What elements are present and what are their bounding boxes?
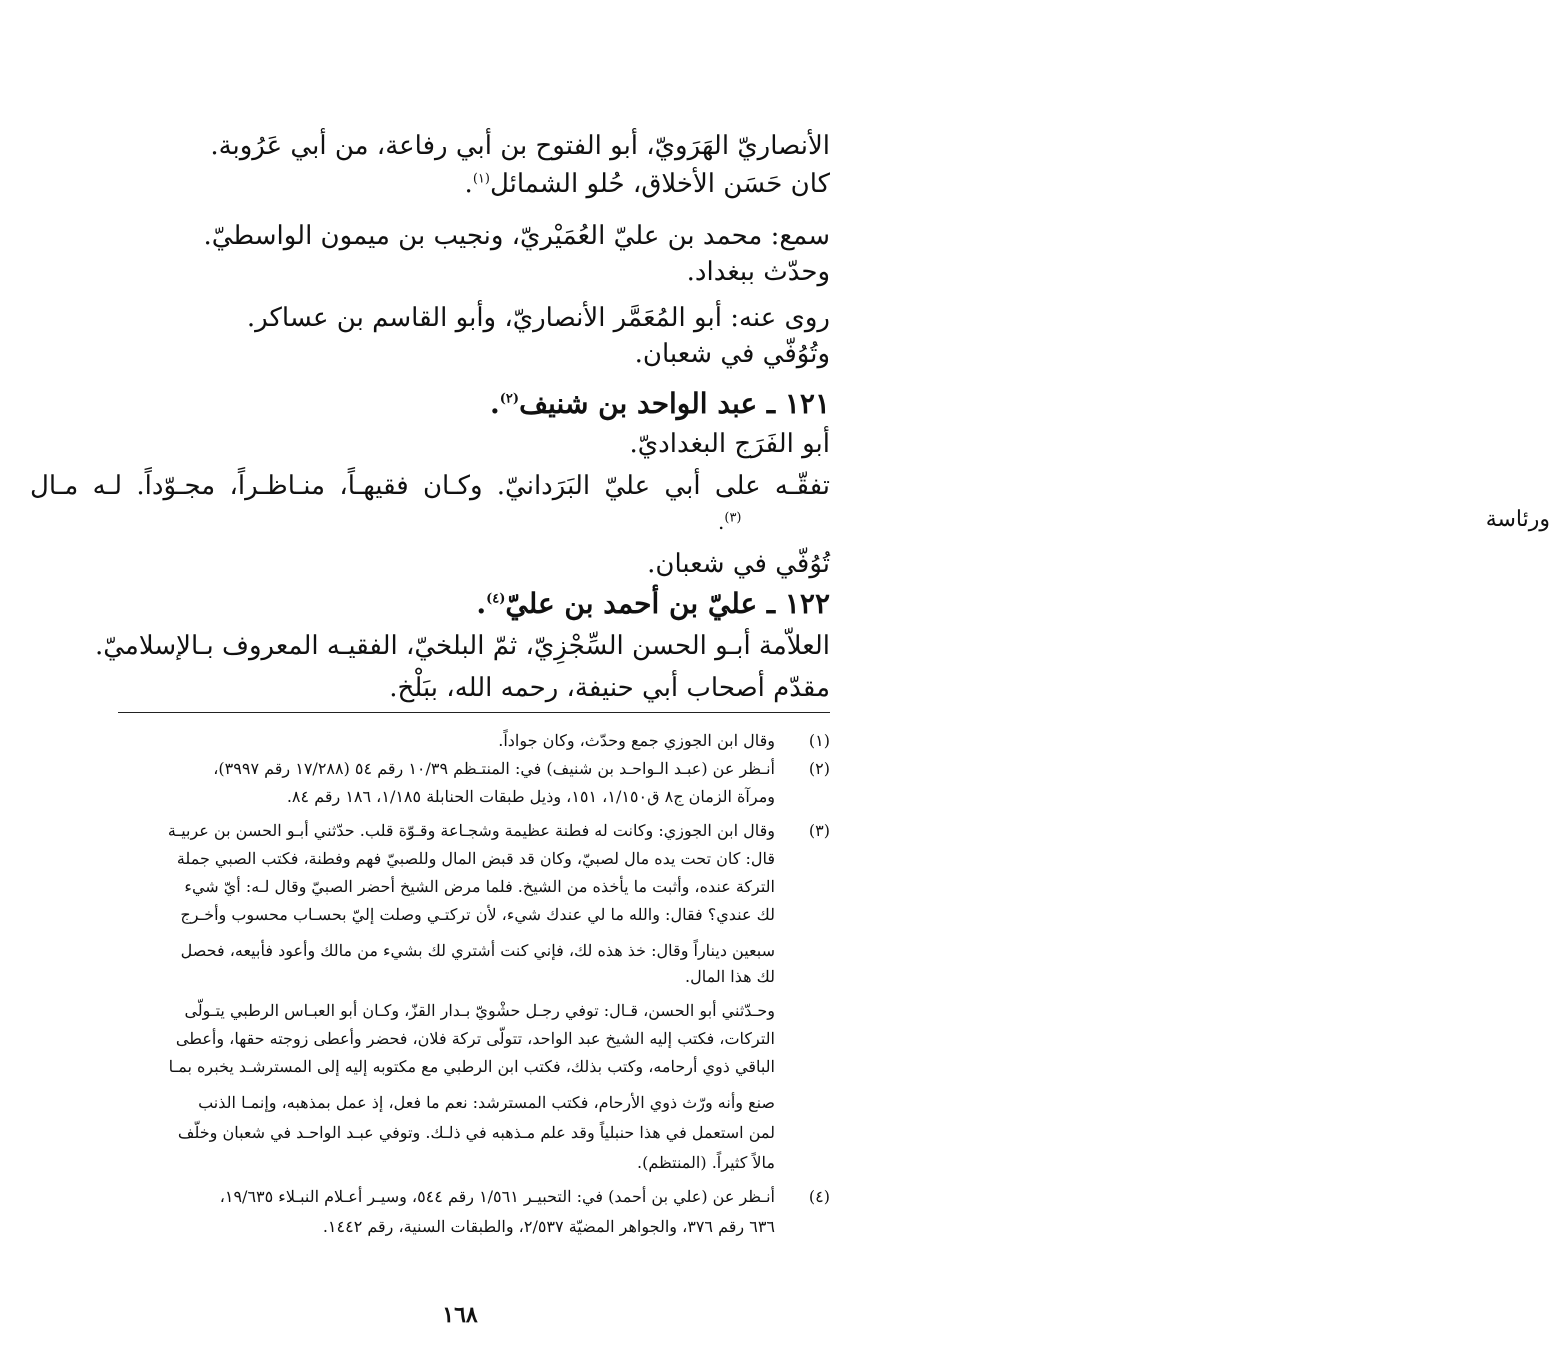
footnote-ref: (١) xyxy=(472,171,490,187)
body-line: تفقّـه على أبي عليّ البَرَدانيّ. وكـان فقيهـاً، منـاظـراً، مجـوّداً. لـه مـال xyxy=(30,471,830,501)
page-number: ١٦٨ xyxy=(442,1302,478,1328)
footnote-line: وحـدّثني أبو الحسن، قـال: توفي رجـل حشْويّ بـدار القزّ، وكـان أبو العبـاس الرطبي يتـولّى xyxy=(184,1001,775,1020)
footnote-marker: (١) xyxy=(808,731,830,750)
body-line: روى عنه: أبو المُعَمَّر الأنصاريّ، وأبو القاسم بن عساكر. xyxy=(246,303,830,333)
body-line: سمع: محمد بن عليّ العُمَيْريّ، ونجيب بن ميمون الواسطيّ. xyxy=(203,221,830,251)
footnote-line: التركات، فكتب إليه الشيخ عبد الواحد، تتولّى تركة فلان، فحضر وأعطى زوجته حقها، وأعطى xyxy=(175,1029,775,1048)
body-line-text: ورئاسة xyxy=(1485,507,1550,532)
footnote-ref: (٤) xyxy=(486,591,506,607)
footnote-ref: (٢) xyxy=(499,391,520,407)
footnote-marker: (٢) xyxy=(808,759,830,778)
footnote-line: صنع وأنه ورّث ذوي الأرحام، فكتب المسترشد: نعم ما فعل، إذ عمل بمذهبه، وإنمـا الذنب xyxy=(198,1093,775,1112)
footnote-line: ٦٣٦ رقم ٣٧٦، والجواهر المضيّة ٢/٥٣٧، والطبقات السنية، رقم ١٤٤٢. xyxy=(322,1217,775,1236)
footnote-line: ومرآة الزمان ج٨ ق١/١٥٠، ١٥١، وذيل طبقات الحنابلة ١/١٨٥، ١٨٦ رقم ٨٤. xyxy=(286,787,775,806)
body-line-text: كان حَسَن الأخلاق، حُلو الشمائل xyxy=(489,169,830,199)
footnote-line: لك عندي؟ فقال: والله ما لي عندك شيء، لأن تركتـي وصلت إليّ بحسـاب محسوب وأخـرج xyxy=(180,905,775,924)
body-line: الأنصاريّ الهَرَويّ، أبو الفتوح بن أبي رفاعة، من أبي عَرُوبة. xyxy=(210,131,830,161)
body-line: تُوُفّي في شعبان. xyxy=(647,549,830,579)
footnote-line: مالاً كثيراً. (المنتظم). xyxy=(637,1153,775,1172)
entry-heading-text: ١٢١ ـ عبد الواحد بن شنيف xyxy=(519,387,830,420)
footnote-line: وقال ابن الجوزي: وكانت له فطنة عظيمة وشجـاعة وقـوّة قلب. حدّثني أبـو الحسن بن عربيـة xyxy=(167,821,775,840)
entry-heading: ١٢١ ـ عبد الواحد بن شنيف$^{(٢)}$. xyxy=(490,387,830,420)
body-line: وحدّث ببغداد. xyxy=(686,257,830,287)
footnote-line: الباقي ذوي أرحامه، وكتب بذلك، فكتب ابن الرطبي مع مكتوبه إليه إلى المسترشـد يخبره بمـا xyxy=(168,1057,775,1076)
body-line: وتُوُفّي في شعبان. xyxy=(634,339,830,369)
entry-heading-text: ١٢٢ ـ عليّ بن أحمد بن عليّ xyxy=(505,587,830,620)
footnote-line: أنـظر عن (علي بن أحمد) في: التحبيـر ١/٥٦١ رقم ٥٤٤، وسيـر أعـلام النبـلاء ١٩/٦٣٥، xyxy=(219,1187,775,1206)
footnote-line: سبعين ديناراً وقال: خذ هذه لك، فإني كنت أشتري لك بشيء من مالك وأعود فأبيعه، فحصل xyxy=(180,941,775,960)
footnote-separator xyxy=(118,712,830,713)
entry-heading: ١٢٢ ـ عليّ بن أحمد بن عليّ$^{(٤)}$. xyxy=(476,587,830,620)
body-line: مقدّم أصحاب أبي حنيفة، رحمه الله، ببَلْخ. xyxy=(389,673,830,703)
footnote-line: لك هذا المال. xyxy=(685,967,775,986)
footnote-line: لمن استعمل في هذا حنبلياً وقد علم مـذهبه في ذلـك. وتوفي عبـد الواحـد في شعبان وخلّف xyxy=(177,1123,775,1142)
continuation-tail: $^{(٣)}$. xyxy=(718,510,742,534)
footnote-marker: (٤) xyxy=(808,1187,830,1206)
footnote-marker: (٣) xyxy=(808,821,830,840)
body-line-continuation xyxy=(766,504,1550,536)
body-line: أبو الفَرَج البغداديّ. xyxy=(629,429,830,459)
footnote-line: أنـظر عن (عبـد الـواحـد بن شنيف) في: المنتـظم ١٠/٣٩ رقم ٥٤ (١٧/٢٨٨ رقم ٣٩٩٧)، xyxy=(213,759,775,778)
footnote-line: التركة عنده، وأثبت ما يأخذه من الشيخ. فلما مرض الشيخ أحضر الصبيّ وقال لـه: أيّ شيء xyxy=(184,877,775,896)
footnote-ref: (٣) xyxy=(724,510,742,526)
body-line: كان حَسَن الأخلاق، حُلو الشمائل$^{(١)}$. xyxy=(464,169,830,199)
footnote-line: قال: كان تحت يده مال لصبيّ، وكان قد قبض المال وللصبيّ فهم وفطنة، فكتب الصبي جملة xyxy=(176,849,775,868)
body-line: العلاّمة أبـو الحسن السِّجْزِيّ، ثمّ البلخيّ، الفقيـه المعروف بـالإسلاميّ. xyxy=(95,631,830,661)
footnote-line: وقال ابن الجوزي جمع وحدّث، وكان جواداً. xyxy=(498,731,775,750)
